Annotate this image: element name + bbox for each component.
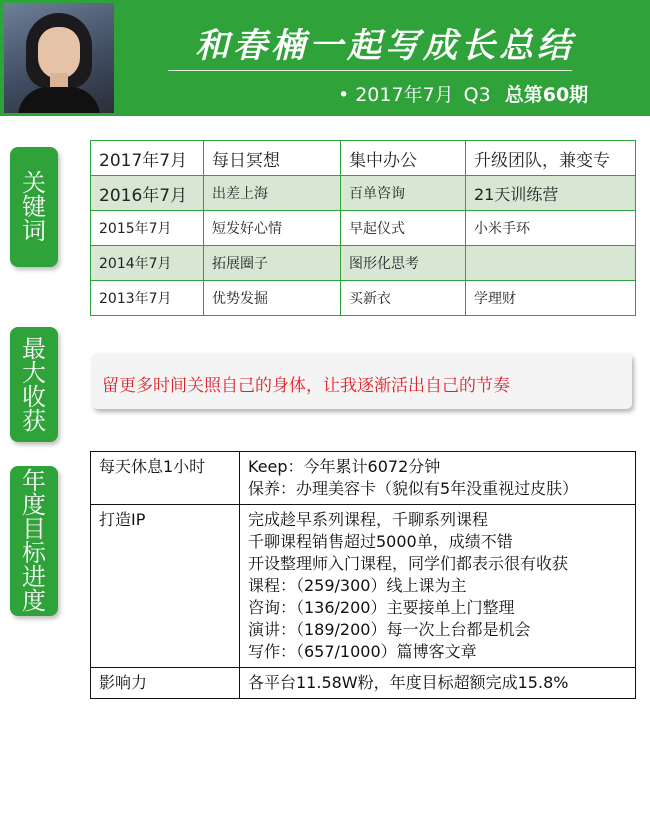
side-tab-char: 词 — [22, 217, 46, 245]
goals-table — [90, 451, 636, 699]
year-cell: 2014年7月 — [91, 246, 204, 281]
side-tab-char: 键 — [22, 193, 46, 221]
title-divider — [168, 70, 572, 71]
goal-detail-line: 保养：办理美容卡（貌似有5年没重视过皮肤） — [248, 479, 579, 498]
goal-detail-line: 写作：（657/1000）篇博客文章 — [248, 642, 477, 661]
goal-detail-line: 演讲：（189/200）每一次上台都是机会 — [248, 620, 531, 639]
keyword-cell: 升级团队，兼变专 — [466, 141, 636, 176]
table-row — [91, 246, 636, 281]
keyword-cell: 学理财 — [466, 281, 636, 316]
keyword-cell: 百单咨询 — [341, 176, 466, 211]
side-tab-char: 度 — [22, 587, 46, 615]
goal-detail-line: 完成趁早系列课程，千聊系列课程 — [248, 510, 489, 529]
table-row — [91, 668, 636, 699]
side-tab-char: 获 — [22, 406, 46, 435]
goal-detail-line: 咨询：（136/200）主要接单上门整理 — [248, 598, 515, 617]
goal-detail-cell — [240, 452, 636, 505]
keywords-table — [90, 140, 636, 316]
subtitle-issue: 总第60期 — [504, 84, 589, 106]
keyword-cell — [466, 246, 636, 281]
year-cell: 2017年7月 — [91, 141, 204, 176]
keyword-cell: 早起仪式 — [341, 211, 466, 246]
header-banner — [0, 0, 650, 116]
subtitle-bullet: • — [338, 84, 350, 106]
goal-detail-line: 开设整理师入门课程，同学们都表示很有收获 — [248, 554, 569, 573]
year-cell: 2013年7月 — [91, 281, 204, 316]
goal-key-cell: 打造IP — [91, 505, 240, 668]
side-tab-char: 目 — [22, 515, 46, 543]
keyword-cell: 出差上海 — [204, 176, 341, 211]
side-tab-progress — [10, 466, 58, 616]
goal-key-cell: 影响力 — [91, 668, 240, 699]
goal-detail-line: Keep：今年累计6072分钟 — [248, 457, 441, 476]
page-title: 和春楠一起写成长总结 — [195, 26, 575, 66]
keyword-cell: 图形化思考 — [341, 246, 466, 281]
side-tab-char: 标 — [22, 539, 46, 567]
avatar — [4, 3, 114, 113]
goal-detail-cell — [240, 505, 636, 668]
keyword-cell: 买新衣 — [341, 281, 466, 316]
table-row — [91, 211, 636, 246]
table-row — [91, 505, 636, 668]
table-row — [91, 281, 636, 316]
goal-detail-line: 各平台11.58W粉，年度目标超额完成15.8% — [248, 673, 569, 692]
table-row — [91, 452, 636, 505]
side-tab-char: 年 — [22, 467, 46, 495]
side-tab-char: 关 — [22, 169, 46, 197]
keyword-cell: 集中办公 — [341, 141, 466, 176]
goal-key-cell: 每天休息1小时 — [91, 452, 240, 505]
subtitle-date: 2017年7月 — [355, 84, 454, 106]
avatar-body — [18, 87, 100, 113]
avatar-face — [38, 27, 80, 79]
keyword-cell: 优势发掘 — [204, 281, 341, 316]
side-tab-keywords — [10, 147, 58, 267]
side-tab-harvest — [10, 327, 58, 442]
table-row — [91, 141, 636, 176]
side-tab-char: 大 — [22, 358, 46, 387]
keyword-cell: 21天训练营 — [466, 176, 636, 211]
year-cell: 2016年7月 — [91, 176, 204, 211]
goal-detail-line: 课程：（259/300）线上课为主 — [248, 576, 467, 595]
keyword-cell: 拓展圈子 — [204, 246, 341, 281]
keyword-cell: 短发好心情 — [204, 211, 341, 246]
issue-subtitle — [338, 80, 588, 107]
side-tab-char: 度 — [22, 491, 46, 519]
keyword-cell: 每日冥想 — [204, 141, 341, 176]
side-tab-char: 收 — [22, 382, 46, 411]
harvest-box — [92, 353, 632, 409]
subtitle-quarter: Q3 — [463, 84, 491, 106]
goal-detail-cell — [240, 668, 636, 699]
year-cell: 2015年7月 — [91, 211, 204, 246]
goal-detail-line: 千聊课程销售超过5000单，成绩不错 — [248, 532, 513, 551]
side-tab-char: 进 — [22, 563, 46, 591]
keyword-cell: 小米手环 — [466, 211, 636, 246]
table-row — [91, 176, 636, 211]
harvest-text: 留更多时间关照自己的身体，让我逐渐活出自己的节奏 — [102, 376, 510, 396]
side-tab-char: 最 — [22, 334, 46, 363]
